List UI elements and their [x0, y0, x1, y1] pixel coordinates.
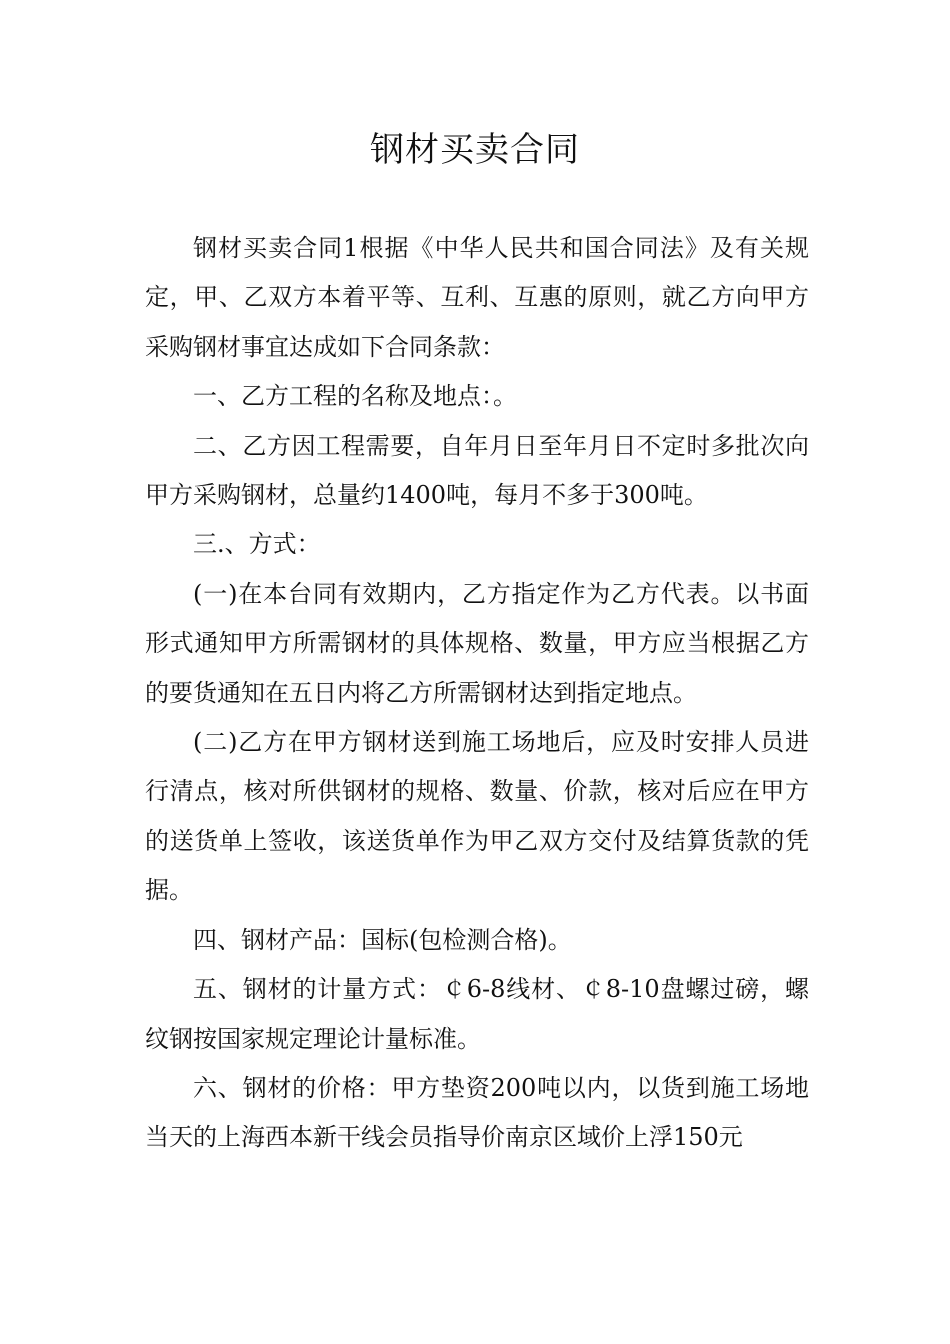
- paragraph-clause-3-2: (二)乙方在甲方钢材送到施工场地后，应及时安排人员进行清点，核对所供钢材的规格、数量、价款，核对后应在甲方的送货单上签收，该送货单作为甲乙双方交付及结算货款的凭据。: [145, 728, 809, 905]
- paragraph-clause-3-1: (一)在本台同有效期内，乙方指定作为乙方代表。以书面形式通知甲方所需钢材的具体规格、数量，甲方应当根据乙方的要货通知在五日内将乙方所需钢材达到指定地点。: [145, 579, 809, 707]
- paragraph-clause-3: 三.、方式：: [193, 530, 321, 559]
- paragraph-clause-1: 一、乙方工程的名称及地点：。: [193, 382, 517, 411]
- paragraph-clause-2: 二、乙方因工程需要，自年月日至年月日不定时多批次向甲方采购钢材，总量约1400吨，每月不多于300吨。: [145, 431, 809, 510]
- paragraph-intro: 钢材买卖合同1根据《中华人民共和国合同法》及有关规定，甲、乙双方本着平等、互利、互惠的原则，就乙方向甲方采购钢材事宜达成如下合同条款：: [145, 234, 809, 361]
- paragraph-clause-6: 六、钢材的价格：甲方垫资200吨以内，以货到施工场地当天的上海西本新干线会员指导价南京区域价上浮150元: [145, 1073, 809, 1152]
- document-title: 钢材买卖合同: [370, 130, 580, 170]
- paragraph-clause-5: 五、钢材的计量方式：￠6-8线材、￠8-10盘螺过磅，螺纹钢按国家规定理论计量标准。: [145, 975, 809, 1053]
- document-body: [145, 224, 809, 1163]
- paragraph-clause-4: 四、钢材产品：国标(包检测合格)。: [193, 925, 572, 954]
